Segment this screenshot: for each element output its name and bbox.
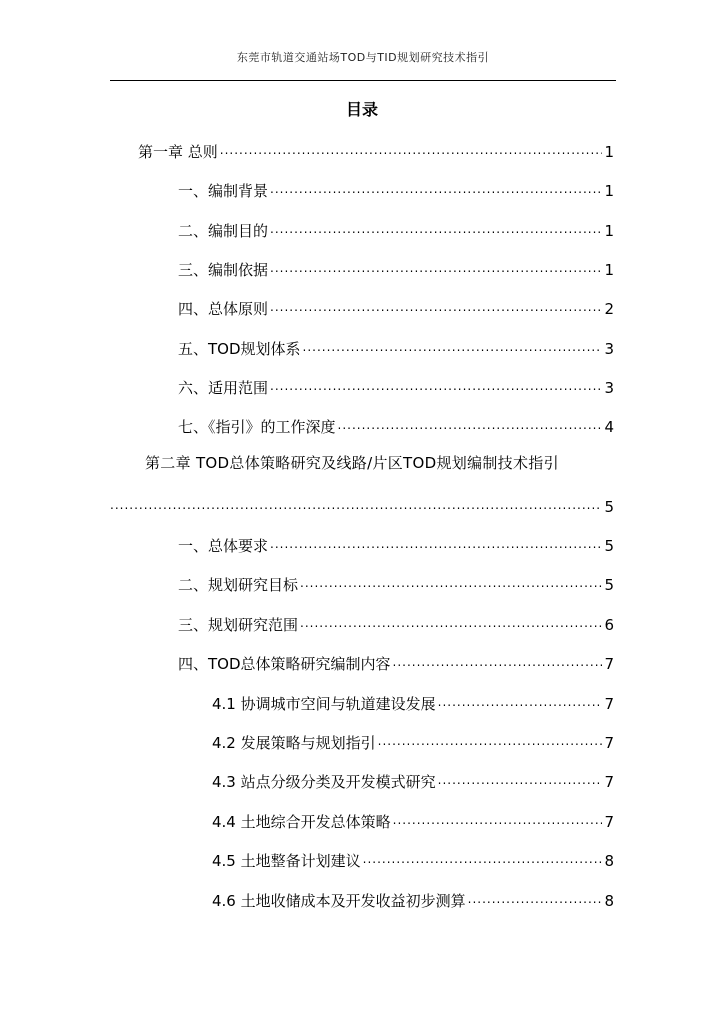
dot-leader (270, 299, 602, 319)
toc-entry-page: 7 (604, 813, 614, 831)
toc-entry[interactable] (178, 611, 614, 635)
toc-entry[interactable] (212, 808, 614, 832)
toc-entry-page: 1 (604, 182, 614, 200)
toc-entry-label: 四、总体原则 (178, 300, 269, 318)
toc-entry-label: 五、TOD规划体系 (178, 340, 301, 358)
toc-entry[interactable] (212, 729, 614, 753)
toc-entry-label: 4.6 土地收储成本及开发收益初步测算 (212, 892, 466, 910)
dot-leader (270, 181, 602, 201)
toc-entry[interactable] (178, 650, 614, 674)
toc-entry-page: 1 (604, 143, 614, 161)
toc-entry-page: 8 (604, 852, 614, 870)
header-rule (110, 80, 616, 81)
toc-entry-label: 一、编制背景 (178, 182, 269, 200)
toc-entry-page: 5 (604, 576, 614, 594)
toc-entry-label: 4.5 土地整备计划建议 (212, 852, 361, 870)
toc-entry-page: 5 (604, 498, 614, 516)
toc-entry-page: 7 (604, 734, 614, 752)
running-header: 东莞市轨道交通站场TOD与TID规划研究技术指引 (236, 51, 490, 64)
toc-entry[interactable] (212, 847, 614, 871)
toc-entry[interactable] (178, 217, 614, 241)
toc-entry-page: 2 (604, 300, 614, 318)
dot-leader (300, 615, 602, 635)
toc-entry-page: 7 (604, 655, 614, 673)
toc-entry-page: 3 (604, 340, 614, 358)
toc-title: 目录 (345, 100, 378, 119)
toc-entry-label: 4.3 站点分级分类及开发模式研究 (212, 773, 436, 791)
toc-entry[interactable] (178, 571, 614, 595)
toc-entry[interactable] (178, 335, 614, 359)
toc-entry-continuation[interactable] (110, 493, 614, 517)
toc-entry-page: 8 (604, 892, 614, 910)
toc-entry-label: 四、TOD总体策略研究编制内容 (178, 655, 391, 673)
toc-entry-page: 5 (604, 537, 614, 555)
toc-entry-label: 六、适用范围 (178, 379, 269, 397)
dot-leader (270, 536, 602, 556)
dot-leader (303, 339, 603, 359)
dot-leader (270, 221, 602, 241)
toc-entry-label: 三、规划研究范围 (178, 616, 299, 634)
toc-entry-page: 7 (604, 695, 614, 713)
toc-entry[interactable] (178, 374, 614, 398)
toc-entry-page: 4 (604, 418, 614, 436)
toc-entry-label: 第一章 总则 (138, 143, 218, 161)
toc-entry-label[interactable]: 第二章 TOD总体策略研究及线路/片区TOD规划编制技术指引 (145, 454, 559, 472)
dot-leader (393, 654, 603, 674)
toc-entry[interactable] (212, 690, 614, 714)
dot-leader (393, 812, 603, 832)
toc-entry-label: 一、总体要求 (178, 537, 269, 555)
toc-entry-label: 4.4 土地综合开发总体策略 (212, 813, 391, 831)
toc-entry-label: 4.2 发展策略与规划指引 (212, 734, 376, 752)
toc-entry-page: 7 (604, 773, 614, 791)
dot-leader (110, 497, 602, 517)
toc-entry[interactable] (212, 887, 614, 911)
dot-leader (363, 851, 603, 871)
toc-entry[interactable] (178, 177, 614, 201)
toc-entry-page: 1 (604, 222, 614, 240)
toc-entry-page: 1 (604, 261, 614, 279)
dot-leader (378, 733, 603, 753)
toc-entry-page: 3 (604, 379, 614, 397)
toc-entry-label: 七、《指引》的工作深度 (178, 418, 336, 436)
toc-entry-label: 4.1 协调城市空间与轨道建设发展 (212, 695, 436, 713)
toc-entry[interactable] (178, 413, 614, 437)
toc-entry-label: 二、编制目的 (178, 222, 269, 240)
dot-leader (270, 260, 602, 280)
dot-leader (220, 142, 603, 162)
dot-leader (468, 891, 603, 911)
dot-leader (270, 378, 602, 398)
toc-entry[interactable] (178, 256, 614, 280)
dot-leader (338, 417, 603, 437)
toc-entry[interactable] (138, 138, 614, 162)
toc-entry-label: 三、编制依据 (178, 261, 269, 279)
toc-entry[interactable] (178, 295, 614, 319)
dot-leader (438, 694, 603, 714)
toc-entry-page: 6 (604, 616, 614, 634)
dot-leader (438, 772, 603, 792)
toc-entry[interactable] (178, 532, 614, 556)
toc-entry[interactable] (212, 768, 614, 792)
dot-leader (300, 575, 602, 595)
toc-entry-label: 二、规划研究目标 (178, 576, 299, 594)
